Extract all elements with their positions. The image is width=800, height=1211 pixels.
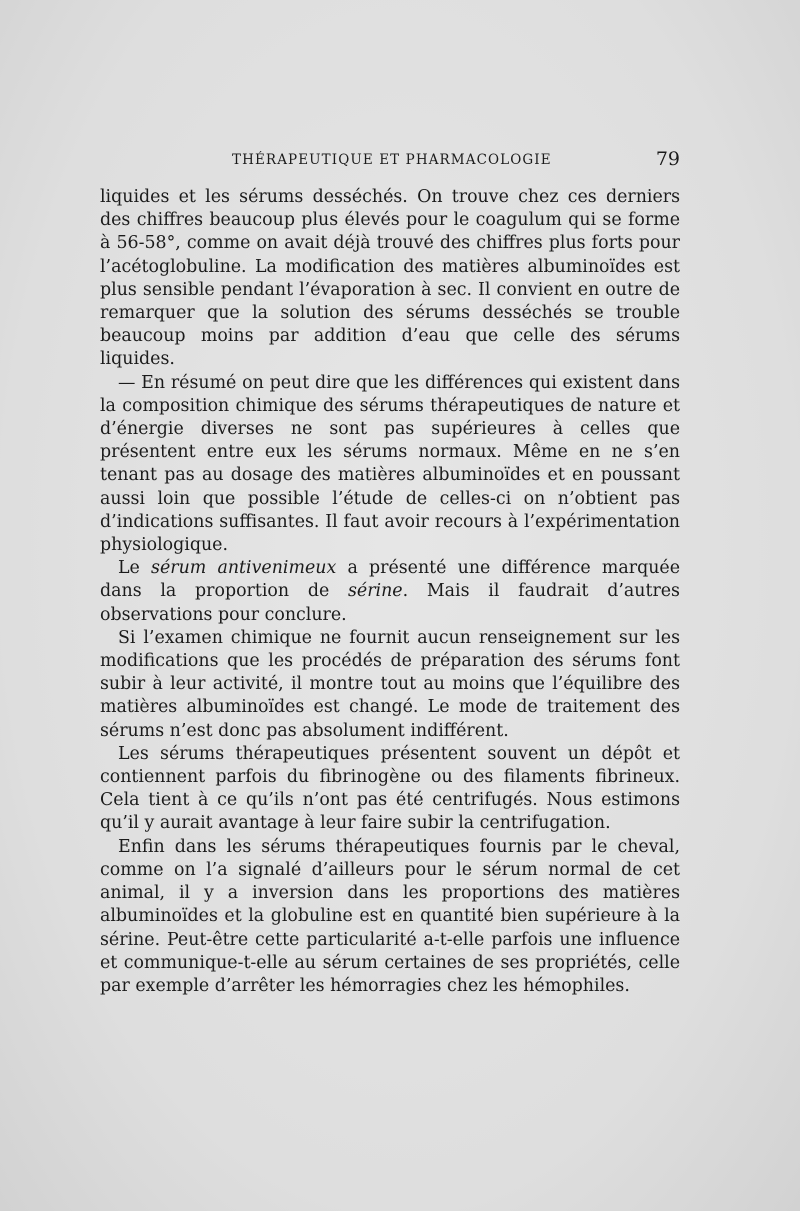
paragraph-4: Si l’examen chimique ne fournit aucun renseignement sur les modifications que les procédés de préparation des sérums font subir à leur activité, il montre tout au moins que l’équilibre des matières albuminoïdes est changé. Le mode de traitement des sérums n’est donc pas absolument indifférent. (100, 627, 680, 741)
page-header (100, 148, 680, 172)
paragraph-3 (100, 557, 680, 627)
serine-italic: sérine (348, 581, 403, 602)
paragraph-3-part-a: Le (118, 558, 152, 579)
paragraph-3-part-c: a présenté une différence marquée dans la proportion de (100, 558, 681, 602)
running-title: THÉRAPEUTIQUE ET PHARMACOLOGIE (232, 152, 552, 168)
body-text (100, 186, 680, 998)
paragraph-1: liquides et les sérums desséchés. On trouve chez ces derniers des chiffres beaucoup plus élevés pour le coagulum qui se forme à 56-58°, comme on avait déjà trouvé des chiffres plus forts pour l’acétoglobuline. La modification des matières albuminoïdes est plus sensible pendant l’évaporation à sec. Il convient en outre de remarquer que la solution des sérums desséchés se trouble beaucoup moins par addition d’eau que celle des sérums liquides. (100, 187, 680, 370)
serum-antivenimeux-italic: sérum antivenimeux (151, 558, 337, 579)
page-number: 79 (655, 148, 680, 170)
paragraph-6: Enfin dans les sérums thérapeutiques fournis par le cheval, comme on l’a signalé d’ailleurs pour le sérum normal de cet animal, il y a inversion dans les proportions des matières albuminoïdes et la globuline est en quantité bien supérieure à la sérine. Peut-être cette particularité a-t-elle parfois une influence et communique-t-elle au sérum certaines de ses propriétés, celle par exemple d’arrêter les hémorragies chez les hémophiles. (100, 836, 680, 996)
paragraph-2: — En résumé on peut dire que les différences qui existent dans la composition chimique des sérums thérapeutiques de nature et d’énergie diverses ne sont pas supérieures à celles que présentent entre eux les sérums normaux. Même en ne s’en tenant pas au dosage des matières albuminoïdes et en poussant aussi loin que possible l’étude de celles-ci on n’obtient pas d’indications suffisantes. Il faut avoir recours à l’expérimentation physiologique. (100, 372, 680, 556)
paragraph-5: Les sérums thérapeutiques présentent souvent un dépôt et contiennent parfois du fibrinogène ou des filaments fibrineux. Cela tient à ce qu’ils n’ont pas été centrifugés. Nous estimons qu’il y aurait avantage à leur faire subir la centrifugation. (100, 743, 680, 834)
paragraph-3-part-e: . Mais il faudrait d’autres observations pour conclure. (100, 581, 680, 625)
